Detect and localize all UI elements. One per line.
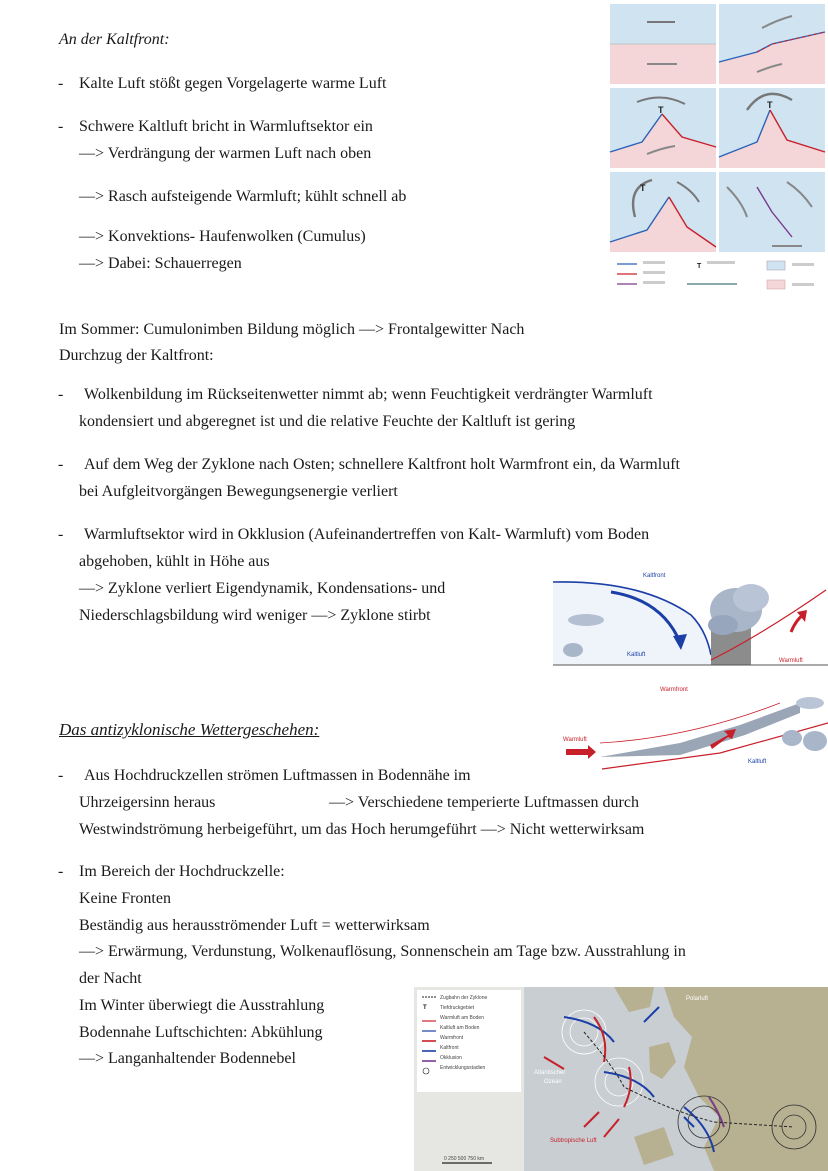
kaltfront-item-2: Schwere Kaltluft bricht in Warmluftsektor ein <box>79 118 373 135</box>
label-kaltluft: Kaltluft <box>748 759 767 765</box>
bullet-dash: - <box>58 863 64 880</box>
label-warmluft: Warmluft <box>779 658 803 664</box>
bullet-dash: - <box>58 118 64 135</box>
anti-item-1-line-2a: Uhrzeigersinn heraus <box>79 794 216 811</box>
bullet-dash: - <box>58 386 64 403</box>
figure-warmfront-section <box>560 683 828 773</box>
nach-item-3-line-2: abgehoben, kühlt in Höhe aus <box>79 553 270 570</box>
anti-item-2-line-7: Bodennahe Luftschichten: Abkühlung <box>79 1024 323 1041</box>
low-symbol: T <box>697 263 702 270</box>
label-kaltfront: Kaltfront <box>643 573 666 579</box>
label-warmluft: Warmluft <box>563 737 587 743</box>
kaltfront-sub-2: —> Rasch aufsteigende Warmluft; kühlt schnell ab <box>79 188 407 205</box>
map-scale: 0 250 500 750 km <box>444 1156 485 1162</box>
kaltfront-sub-4: —> Dabei: Schauerregen <box>79 255 242 272</box>
anti-item-2-line-2: Keine Fronten <box>79 890 171 907</box>
label-warmfront: Warmfront <box>660 687 688 693</box>
low-symbol: T <box>640 183 646 193</box>
label-ozean-1: Atlantischer <box>534 1070 566 1076</box>
anti-item-2-line-4: —> Erwärmung, Verdunstung, Wolkenauflösung, Sonnenschein am Tage bzw. Ausstrahlung in <box>79 943 686 960</box>
map-legend-item: Kaltluft am Boden <box>440 1025 480 1031</box>
bullet-dash: - <box>58 767 64 784</box>
map-legend-item: Entwicklungsstadien <box>440 1065 486 1071</box>
kaltfront-item-1: Kalte Luft stößt gegen Vorgelagerte warme Luft <box>79 75 387 92</box>
nach-item-1-line-1: Wolkenbildung im Rückseitenwetter nimmt ab; wenn Feuchtigkeit verdrängter Warmluft <box>84 386 653 403</box>
map-legend-item: Warmluft am Boden <box>440 1015 484 1021</box>
figure-cyclone-stages <box>607 2 828 298</box>
bullet-dash: - <box>58 526 64 543</box>
nach-item-3-line-3: —> Zyklone verliert Eigendynamik, Kondensations- und <box>79 580 446 597</box>
sommer-line-2: Durchzug der Kaltfront: <box>59 347 214 364</box>
nach-item-2-line-1: Auf dem Weg der Zyklone nach Osten; schnellere Kaltfront holt Warmfront ein, da Warmluft <box>84 456 680 473</box>
label-ozean-2: Ozean <box>544 1079 562 1085</box>
map-legend-item: Zugbahn der Zyklone <box>440 995 488 1001</box>
kaltfront-sub-1: —> Verdrängung der warmen Luft nach oben <box>79 145 372 162</box>
bullet-dash: - <box>58 456 64 473</box>
anti-item-2-line-5: der Nacht <box>79 970 142 987</box>
nach-item-3-line-1: Warmluftsektor wird in Okklusion (Aufeinandertreffen von Kalt- Warmluft) vom Boden <box>84 526 650 543</box>
heading-kaltfront: An der Kaltfront: <box>59 31 170 48</box>
anti-item-2-line-8: —> Langanhaltender Bodennebel <box>79 1050 296 1067</box>
sommer-line-1: Im Sommer: Cumulonimben Bildung möglich —> Frontalgewitter Nach <box>59 321 525 338</box>
map-legend-item: Okklusion <box>440 1055 462 1061</box>
map-legend-item: Warmfront <box>440 1035 464 1041</box>
low-symbol: T <box>767 100 773 110</box>
anti-item-1-line-1: Aus Hochdruckzellen strömen Luftmassen in Bodennähe im <box>84 767 471 784</box>
anti-item-1-line-3: Westwindströmung herbeigeführt, um das Hoch herumgeführt —> Nicht wetterwirksam <box>79 821 645 838</box>
anti-item-2-line-1: Im Bereich der Hochdruckzelle: <box>79 863 285 880</box>
bullet-dash: - <box>58 75 64 92</box>
anti-item-2-line-3: Beständig aus herausströmender Luft = wetterwirksam <box>79 917 430 934</box>
label-subtropen: Subtropische Luft <box>550 1138 597 1144</box>
map-legend-item: Tiefdruckgebiet <box>440 1005 474 1011</box>
nach-item-3-line-4: Niederschlagsbildung wird weniger —> Zyklone stirbt <box>79 607 431 624</box>
label-kaltluft: Kaltluft <box>627 652 646 658</box>
map-legend-item: Kaltfront <box>440 1045 459 1051</box>
low-symbol: T <box>658 105 664 115</box>
nach-item-2-line-2: bei Aufgleitvorgängen Bewegungsenergie verliert <box>79 483 398 500</box>
heading-antizyklonal: Das antizyklonische Wettergeschehen: <box>59 720 320 739</box>
figure-coldfront-section <box>551 570 828 668</box>
label-polarluft: Polarluft <box>686 996 709 1002</box>
anti-item-2-line-6: Im Winter überwiegt die Ausstrahlung <box>79 997 325 1014</box>
nach-item-1-line-2: kondensiert und abgeregnet ist und die relative Feuchte der Kaltluft ist gering <box>79 413 576 430</box>
figure-cyclone-map <box>414 987 828 1171</box>
anti-item-1-line-2b: —> Verschiedene temperierte Luftmassen durch <box>329 794 639 811</box>
kaltfront-sub-3: —> Konvektions- Haufenwolken (Cumulus) <box>79 228 366 245</box>
svg-text:T: T <box>423 1005 427 1011</box>
